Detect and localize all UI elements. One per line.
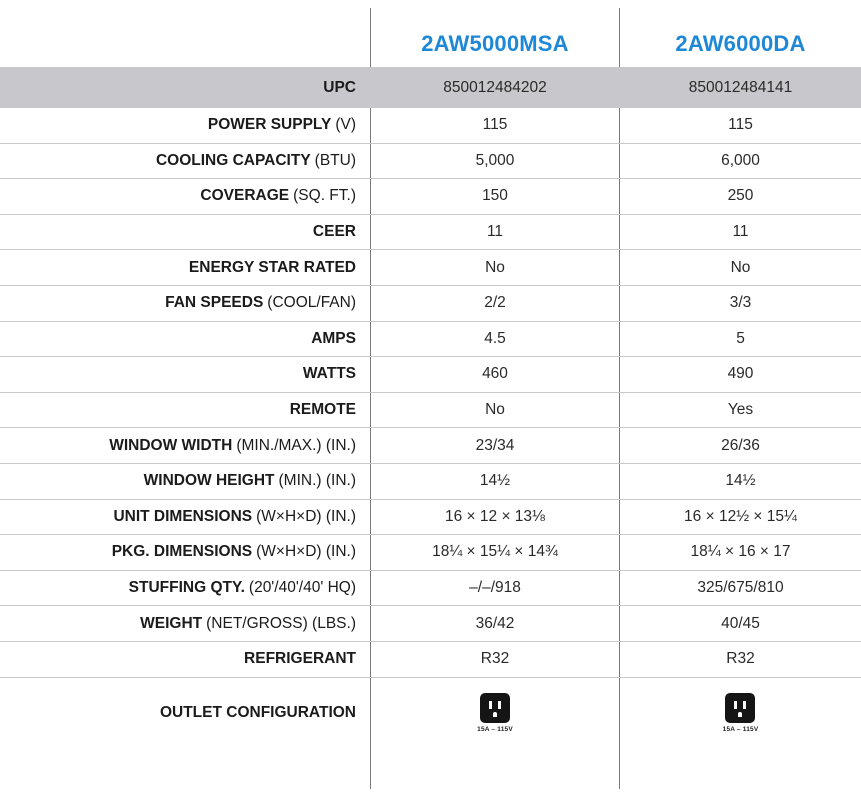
spec-value-model-1: 18¼ × 15¼ × 14¾: [432, 543, 558, 561]
spec-row: [0, 108, 861, 144]
spec-row: [0, 393, 861, 429]
spec-value-model-1: 36/42: [475, 614, 515, 632]
spec-value-model-1: 115: [482, 116, 508, 134]
spec-label-name: CEER: [312, 223, 356, 241]
spec-value-model-1: 14½: [479, 472, 511, 490]
spec-value-model-2: 115: [728, 116, 753, 134]
spec-label: [0, 571, 356, 606]
spec-label: [0, 606, 356, 641]
spec-table: [0, 67, 861, 748]
outlet-icon: [480, 693, 510, 723]
spec-label-name: WEIGHT: [140, 614, 203, 632]
spec-label-name: COVERAGE: [200, 187, 290, 205]
spec-value-model-2: R32: [726, 650, 755, 668]
spec-row: [0, 535, 861, 571]
spec-value-model-2: 11: [732, 223, 749, 241]
spec-value-model-1: 460: [482, 365, 508, 383]
spec-value-model-1: –/–/918: [469, 579, 521, 597]
spec-row: [0, 428, 861, 464]
spec-value-model-1: 850012484202: [443, 78, 547, 96]
spec-label: [0, 179, 356, 214]
spec-value-model-2: 850012484141: [688, 78, 793, 96]
spec-label-name: AMPS: [311, 329, 356, 347]
spec-label-unit: (COOL/FAN): [267, 294, 356, 312]
spec-label: [0, 535, 356, 570]
spec-label: [0, 642, 356, 677]
spec-label-unit: (20'/40'/40' HQ): [248, 579, 356, 597]
spec-value-model-2: 250: [727, 187, 754, 205]
spec-value-model-2: 40/45: [721, 614, 760, 632]
spec-value-model-1: 23/34: [475, 436, 515, 454]
spec-value-model-1: 5,000: [475, 151, 515, 169]
spec-label: [0, 215, 356, 250]
spec-value-model-2: 26/36: [721, 436, 760, 454]
outlet-caption: 15A – 115V: [722, 725, 759, 733]
spec-label-name: COOLING CAPACITY: [155, 151, 311, 169]
spec-label: [0, 67, 356, 108]
spec-label-unit: (W×H×D) (IN.): [256, 543, 356, 561]
spec-label-name: WINDOW WIDTH: [109, 436, 233, 454]
outlet-caption: 15A – 115V: [477, 725, 513, 733]
model-name-2: 2AW6000DA: [675, 31, 806, 56]
outlet-label: [0, 678, 356, 748]
spec-value-model-2: 6,000: [721, 151, 760, 169]
outlet-cell-model-2: [620, 678, 861, 748]
spec-value-model-2: 3/3: [729, 294, 752, 312]
spec-value-model-2: 16 × 12½ × 15¼: [684, 507, 797, 525]
model-name-1: 2AW5000MSA: [421, 31, 569, 56]
spec-row: [0, 357, 861, 393]
spec-label-unit: (SQ. FT.): [293, 187, 356, 205]
spec-label-unit: (V): [335, 116, 356, 134]
spec-label-name: STUFFING QTY.: [128, 579, 245, 597]
spec-value-model-2: No: [730, 258, 751, 276]
spec-value-model-2: 325/675/810: [697, 579, 784, 597]
spec-label: [0, 357, 356, 392]
outlet-cell-model-1: [371, 678, 619, 748]
spec-row: [0, 179, 861, 215]
spec-label: [0, 428, 356, 463]
spec-label-name: WATTS: [302, 365, 356, 383]
spec-value-model-1: 4.5: [484, 329, 506, 347]
model-header: [0, 22, 861, 66]
spec-label-name: FAN SPEEDS: [165, 294, 264, 312]
spec-label: [0, 286, 356, 321]
spec-value-model-2: 18¼ × 16 × 17: [690, 543, 791, 561]
spec-label-name: UNIT DIMENSIONS: [113, 507, 253, 525]
spec-value-model-2: 5: [736, 329, 745, 347]
spec-label: [0, 322, 356, 357]
spec-row: [0, 286, 861, 322]
spec-label-unit: (NET/GROSS) (LBS.): [206, 614, 356, 632]
spec-label-name: POWER SUPPLY: [207, 116, 332, 134]
spec-row: [0, 606, 861, 642]
spec-value-model-1: 11: [486, 223, 504, 241]
spec-value-model-2: 490: [727, 365, 754, 383]
spec-row: [0, 571, 861, 607]
spec-row: [0, 464, 861, 500]
spec-label: [0, 393, 356, 428]
spec-row: [0, 250, 861, 286]
spec-label: [0, 250, 356, 285]
spec-value-model-1: R32: [480, 650, 510, 668]
spec-label: [0, 144, 356, 179]
spec-value-model-1: No: [485, 401, 505, 419]
spec-label-name: PKG. DIMENSIONS: [111, 543, 253, 561]
outlet-icon: [725, 693, 755, 723]
outlet-label-text: OUTLET CONFIGURATION: [159, 703, 356, 721]
spec-label-name: ENERGY STAR RATED: [188, 258, 356, 276]
spec-label-unit: (MIN.) (IN.): [278, 472, 356, 490]
spec-row: [0, 144, 861, 180]
spec-label: [0, 500, 356, 535]
spec-label: [0, 108, 356, 143]
spec-value-model-1: 150: [482, 187, 508, 205]
spec-value-model-1: 2/2: [484, 294, 506, 312]
spec-label-unit: (BTU): [314, 151, 356, 169]
spec-row: [0, 67, 861, 108]
spec-label-unit: (MIN./MAX.) (IN.): [236, 436, 356, 454]
outlet-row: [0, 678, 861, 748]
spec-row: [0, 215, 861, 251]
spec-value-model-2: Yes: [727, 401, 754, 419]
spec-label-name: REMOTE: [289, 401, 356, 419]
spec-row: [0, 322, 861, 358]
spec-label-unit: (W×H×D) (IN.): [256, 507, 356, 525]
spec-value-model-1: No: [485, 258, 505, 276]
spec-row: [0, 642, 861, 678]
spec-label-name: REFRIGERANT: [244, 650, 356, 668]
spec-value-model-2: 14½: [725, 472, 756, 490]
spec-row: [0, 500, 861, 536]
spec-label: [0, 464, 356, 499]
spec-label-name: WINDOW HEIGHT: [143, 472, 275, 490]
spec-label-name: UPC: [323, 78, 356, 96]
spec-value-model-1: 16 × 12 × 13⅛: [445, 507, 545, 525]
